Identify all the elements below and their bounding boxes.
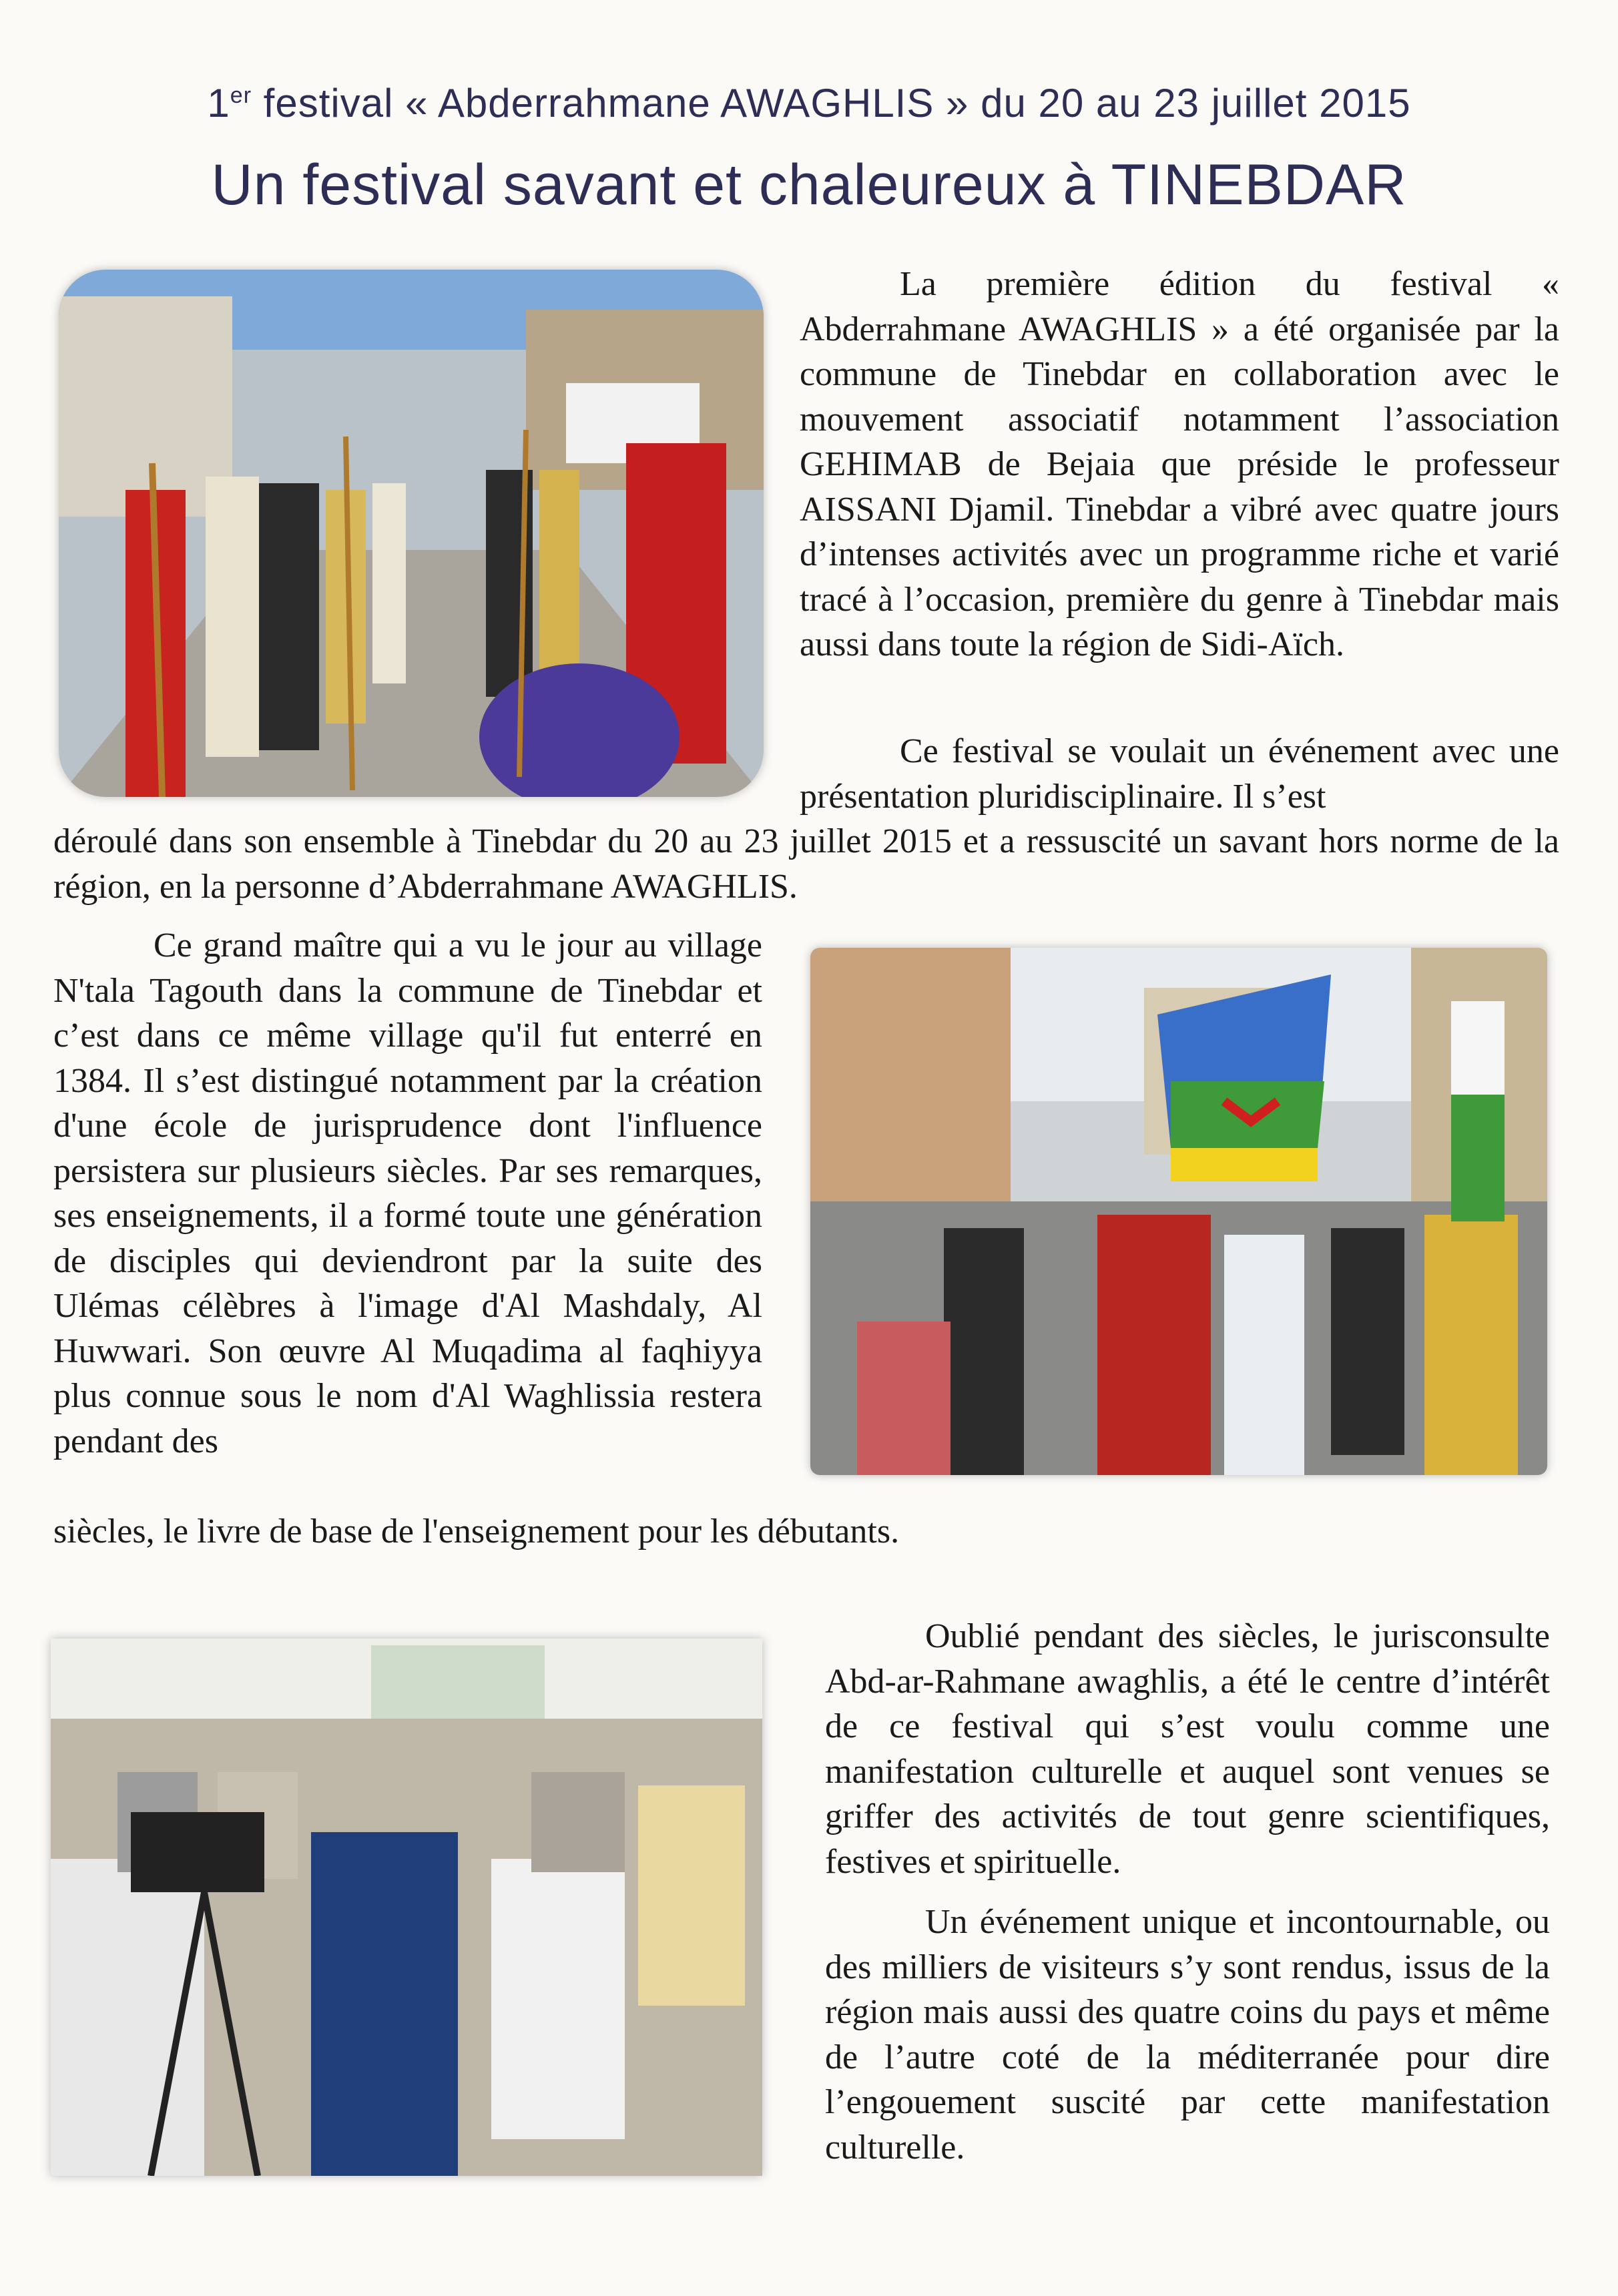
subtitle-ordinal-suffix: er: [230, 83, 252, 108]
article-paragraph-3-end: siècles, le livre de base de l'enseignement pour les débutants.: [53, 1512, 900, 1550]
subtitle-text: festival « Abderrahmane AWAGHLIS » du 20 au 23 juillet 2015: [252, 81, 1411, 125]
subtitle-ordinal: 1: [207, 81, 230, 125]
article-paragraph-1: La première édition du festival « Abderrahmane AWAGHLIS » a été organisée par la commune de Tinebdar en collaboration avec le mouvement associatif notamment l’association GEHIMAB de Bejaia que préside le professeur AISSANI Djamil. Tinebdar a vibré avec quatre jours d’intenses activités avec un programme riche et varié tracé à l’occasion, première du genre à Tinebdar mais aussi dans toute la région de Sidi-Aïch.: [800, 265, 1559, 663]
page-title: Un festival savant et chaleureux à TINEBDAR: [211, 153, 1407, 217]
article-paragraph-2-end: déroulé dans son ensemble à Tinebdar du 20 au 23 juillet 2015 et a ressuscité un savant hors norme de la région, en la personne d’Abderrahmane AWAGHLIS.: [53, 822, 1559, 906]
article-paragraph-3-start: Ce grand maître qui a vu le jour au village N'tala Tagouth dans la commune de Tinebdar et c’est dans ce même village qu'il fut enterré en 1384. Il s’est distingué notamment par la création d'une école de jurisprudence dont l'influence persistera sur plusieurs siècles. Par ses remarques, ses enseignements, il a formé toute une génération de disciples qui deviendront par la suite des Ulémas célèbres à l'image d'Al Mashdaly, Al Huwwari. Son œuvre Al Muqadima al faqhiyya plus connue sous le nom d'Al Waghlissia restera pendant des: [53, 926, 762, 1460]
article-paragraph-4: Oublié pendant des siècles, le jurisconsulte Abd-ar-Rahmane awaghlis, a été le centre d’intérêt de ce festival qui s’est voulu comme une manifestation culturelle et auquel sont venues se griffer des activités de tout genre scientifiques, festives et spirituelle.: [825, 1617, 1550, 1881]
conference-audience-photo: [51, 1639, 762, 2176]
flag-parade-photo: [810, 948, 1547, 1475]
article-paragraph-2-start: Ce festival se voulait un événement avec une présentation pluridisciplinaire. Il s’est: [800, 732, 1559, 816]
procession-photo: [59, 270, 764, 797]
article-paragraph-5: Un événement unique et incontournable, ou des milliers de visiteurs s’y sont rendus, issus de la région mais aussi des quatre coins du pays et même de l’autre coté de la méditerranée pour dire l’engouement suscité par cette manifestation culturelle.: [825, 1903, 1550, 2167]
festival-subtitle: [0, 80, 1618, 126]
